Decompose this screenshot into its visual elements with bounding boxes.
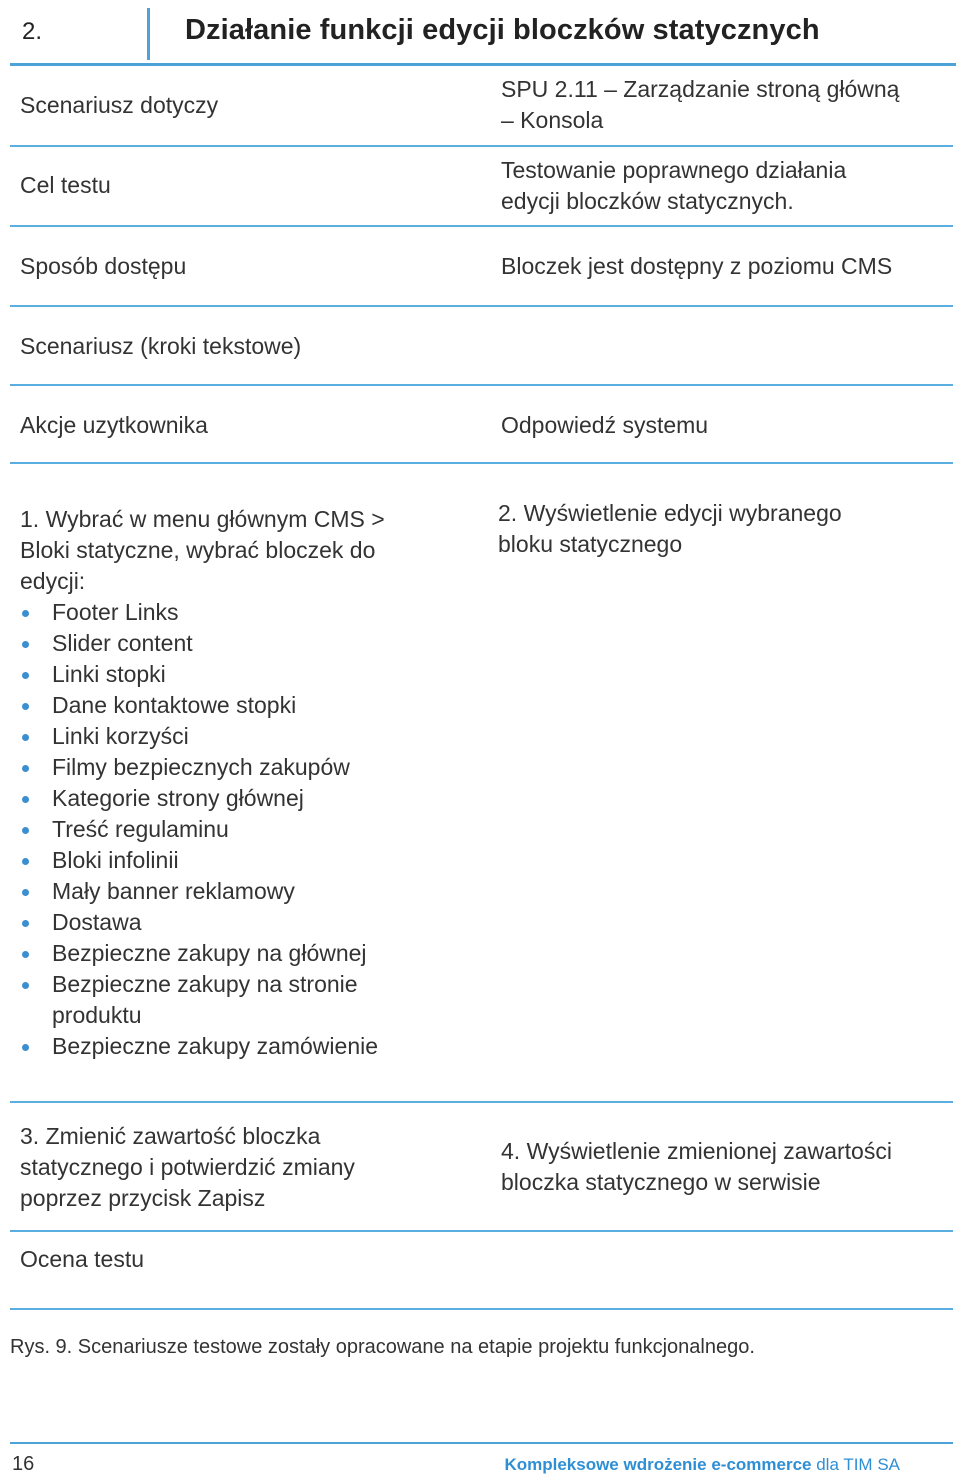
- list-item: Filmy bezpiecznych zakupów: [20, 752, 460, 783]
- step-2: [498, 498, 948, 560]
- list-item: Bezpieczne zakupy na głównej: [20, 938, 460, 969]
- footer-brand-rest: dla TIM SA: [811, 1455, 900, 1474]
- row-divider: [10, 1230, 953, 1232]
- step-3-line: 3. Zmienić zawartość bloczka: [20, 1123, 321, 1149]
- step-4: [501, 1136, 951, 1198]
- step-3-line: statycznego i potwierdzić zmiany: [20, 1154, 355, 1180]
- header-rule: [10, 63, 956, 66]
- scenario-value: [501, 74, 951, 136]
- row-divider: [10, 384, 953, 386]
- row-divider: [10, 1308, 953, 1310]
- list-item: Bezpieczne zakupy zamówienie: [20, 1031, 460, 1062]
- section-header: [10, 0, 956, 64]
- list-item: Bloki infolinii: [20, 845, 460, 876]
- scenario-label: Scenariusz dotyczy: [20, 92, 219, 118]
- system-response-heading: Odpowiedź systemu: [501, 412, 709, 438]
- list-item: Footer Links: [20, 597, 460, 628]
- footer-brand: [504, 1455, 900, 1475]
- goal-value: [501, 155, 951, 217]
- scenario-value-line: – Konsola: [501, 107, 604, 133]
- list-item: Dane kontaktowe stopki: [20, 690, 460, 721]
- list-item: Bezpieczne zakupy na stronie produktu: [20, 969, 412, 1031]
- list-item: Treść regulaminu: [20, 814, 460, 845]
- step-2-line: bloku statycznego: [498, 531, 683, 557]
- step-1: [20, 504, 460, 1062]
- section-number: 2.: [22, 18, 43, 45]
- steps-label: Scenariusz (kroki tekstowe): [20, 333, 302, 359]
- header-divider: [147, 8, 150, 60]
- step-1-line: edycji:: [20, 568, 86, 594]
- list-item: Linki korzyści: [20, 721, 460, 752]
- goal-value-line: edycji bloczków statycznych.: [501, 188, 794, 214]
- section-title: Działanie funkcji edycji bloczków statycznych: [185, 14, 820, 46]
- access-value: Bloczek jest dostępny z poziomu CMS: [501, 253, 893, 279]
- list-item: Dostawa: [20, 907, 460, 938]
- footer-brand-bold: Kompleksowe wdrożenie e-commerce: [504, 1455, 812, 1474]
- step-4-line: 4. Wyświetlenie zmienionej zawartości: [501, 1138, 892, 1164]
- row-divider: [10, 462, 953, 464]
- goal-label: Cel testu: [20, 172, 111, 198]
- static-block-list: [20, 597, 460, 1062]
- step-2-line: 2. Wyświetlenie edycji wybranego: [498, 500, 842, 526]
- row-divider: [10, 305, 953, 307]
- list-item: Kategorie strony głównej: [20, 783, 460, 814]
- footer-rule: [10, 1442, 953, 1444]
- step-3: [20, 1121, 470, 1214]
- page-number: 16: [12, 1453, 35, 1475]
- list-item: Slider content: [20, 628, 460, 659]
- step-3-line: poprzez przycisk Zapisz: [20, 1185, 266, 1211]
- scenario-value-line: SPU 2.11 – Zarządzanie stroną główną: [501, 76, 900, 102]
- step-1-line: Bloki statyczne, wybrać bloczek do: [20, 537, 376, 563]
- list-item: Mały banner reklamowy: [20, 876, 460, 907]
- user-actions-heading: Akcje uzytkownika: [20, 412, 208, 438]
- row-divider: [10, 145, 953, 147]
- step-1-line: 1. Wybrać w menu głównym CMS >: [20, 506, 385, 532]
- figure-caption: Rys. 9. Scenariusze testowe zostały opracowane na etapie projektu funkcjonalnego.: [10, 1336, 755, 1358]
- goal-value-line: Testowanie poprawnego działania: [501, 157, 847, 183]
- access-label: Sposób dostępu: [20, 253, 187, 279]
- row-divider: [10, 1101, 953, 1103]
- list-item: Linki stopki: [20, 659, 460, 690]
- rating-label: Ocena testu: [20, 1246, 145, 1272]
- row-divider: [10, 225, 953, 227]
- step-4-line: bloczka statycznego w serwisie: [501, 1169, 821, 1195]
